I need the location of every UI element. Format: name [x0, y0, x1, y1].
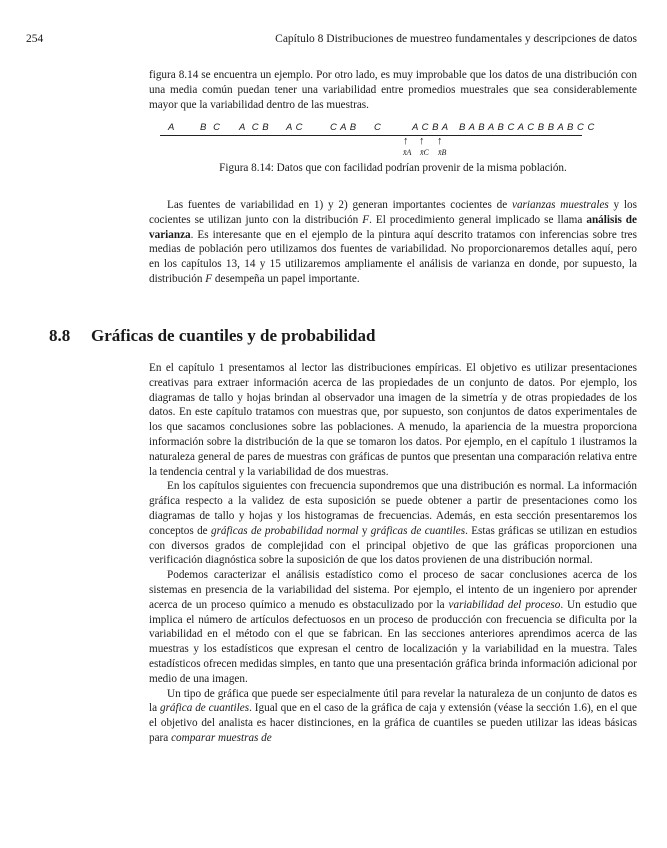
page-number: 254: [26, 33, 44, 45]
figure-caption: Figura 8.14: Datos que con facilidad podrían provenir de la misma población.: [219, 162, 567, 174]
mean-a-label: x̄A: [403, 148, 412, 157]
mean-b-arrow-icon: ↑: [437, 135, 443, 147]
data-letters-8: B A B A B C A C B B A B C C: [459, 122, 595, 133]
section-body: [149, 361, 637, 746]
number-line: [160, 135, 582, 136]
mean-b-label: x̄B: [438, 148, 447, 157]
data-letters-4: A C: [286, 122, 303, 133]
figure-8-14: [160, 122, 595, 162]
section-heading: [49, 326, 375, 346]
analysis-paragraph: Las fuentes de variabilidad en 1) y 2) generan importantes cocientes de varianzas muestrales y los cocientes se utilizan junto con la distribución F. El procedimiento general implicado se llama análisis de varianza. Es interesante que en el ejemplo de la pintura aquí descrito tratamos con inferencias sobre tres medias de población pero utilizamos dos fuentes de variabilidad. No proporcionaremos detalles aquí, pero en los capítulos 13, 14 y 15 utilizaremos ampliamente el análisis de varianza en donde, por supuesto, la distribución F desempeña un papel importante.: [149, 199, 637, 285]
section-paragraph-4: Un tipo de gráfica que puede ser especialmente útil para revelar la naturaleza de un conjunto de datos es la gráfica de cuantiles. Igual que en el caso de la gráfica de caja y extensión (véase la sección 1.6), en el que el objetivo del analista es hacer distinciones, en la gráfica de cuantiles se pueden utilizar las ideas básicas para comparar muestras de: [149, 687, 637, 744]
running-title: Capítulo 8 Distribuciones de muestreo fundamentales y descripciones de datos: [275, 33, 637, 45]
section-paragraph-3: Podemos caracterizar el análisis estadístico como el proceso de sacar conclusiones acerca de los sistemas en presencia de la variabilidad del sistema. Por ejemplo, el intento de un ingeniero por aprender acerca de un proceso químico a menudo es obstaculizado por la variabilidad del proceso. Un estudio que implica el número de artículos defectuosos en un proceso de producción con frecuencia se dificulta por la variabilidad en el método con el que se fabrican. En las secciones anteriores aprendimos acerca de las muestras y los estadísticos que expresan el centro de localización y la variabilidad en la muestra. Tales estadísticos ofrecen medidas simples, en tanto que una presentación gráfica brinda información adicional por medio de una imagen.: [149, 569, 637, 685]
section-title: Gráficas de cuantiles y de probabilidad: [91, 326, 376, 345]
data-letters-7: A C B A: [412, 122, 449, 133]
intro-paragraph: figura 8.14 se encuentra un ejemplo. Por otro lado, es muy improbable que los datos de una distribución con una media común puedan tener una variabilidad entre promedios muestrales que sea considerablemente mayor que la variabilidad dentro de las muestras.: [149, 69, 637, 111]
mean-c-arrow-icon: ↑: [419, 135, 425, 147]
data-letters-6: C: [374, 122, 382, 133]
section-number: 8.8: [49, 326, 71, 345]
mean-a-arrow-icon: ↑: [403, 135, 409, 147]
data-letters-3: A C B: [239, 122, 270, 133]
data-letters-2: B C: [200, 122, 221, 133]
data-letters-1: A: [168, 122, 175, 133]
section-paragraph-2: En los capítulos siguientes con frecuencia supondremos que una distribución es normal. La información gráfica respecto a la validez de esta suposición se puede obtener a partir de presentaciones como los diagramas de tallo y hojas y los histogramas de frecuencias. Además, en esta sección presentaremos los conceptos de gráficas de probabilidad normal y gráficas de cuantiles. Estas gráficas se utilizan en estudios con diversos grados de complejidad con el principal objetivo de que las gráficas proporcionen una verificación diagnóstica sobre la suposición de que los datos provienen de una distribución normal.: [149, 480, 638, 567]
data-letters-5: C A B: [330, 122, 357, 133]
mean-c-label: x̄C: [420, 148, 429, 157]
section-paragraph-1: En el capítulo 1 presentamos al lector las distribuciones empíricas. El objetivo es utilizar presentaciones creativas para extraer información acerca de las propiedades de un conjunto de datos. Por ejemplo, los diagramas de tallo y hojas brindan al observador una imagen de la simetría y de otras propiedades de los datos. En este capítulo tratamos con muestras que, por supuesto, son conjuntos de datos experimentales de los que sacamos conclusiones sobre las poblaciones. A menudo, la apariencia de la muestra proporciona información sobre la distribución de la que se tomaron los datos. Por ejemplo, en el capítulo 1 ilustramos la naturaleza general de pares de muestras con gráficas de puntos que presentan una comparación relativa entre la tendencia central y la variabilidad de dos muestras.: [149, 362, 637, 478]
